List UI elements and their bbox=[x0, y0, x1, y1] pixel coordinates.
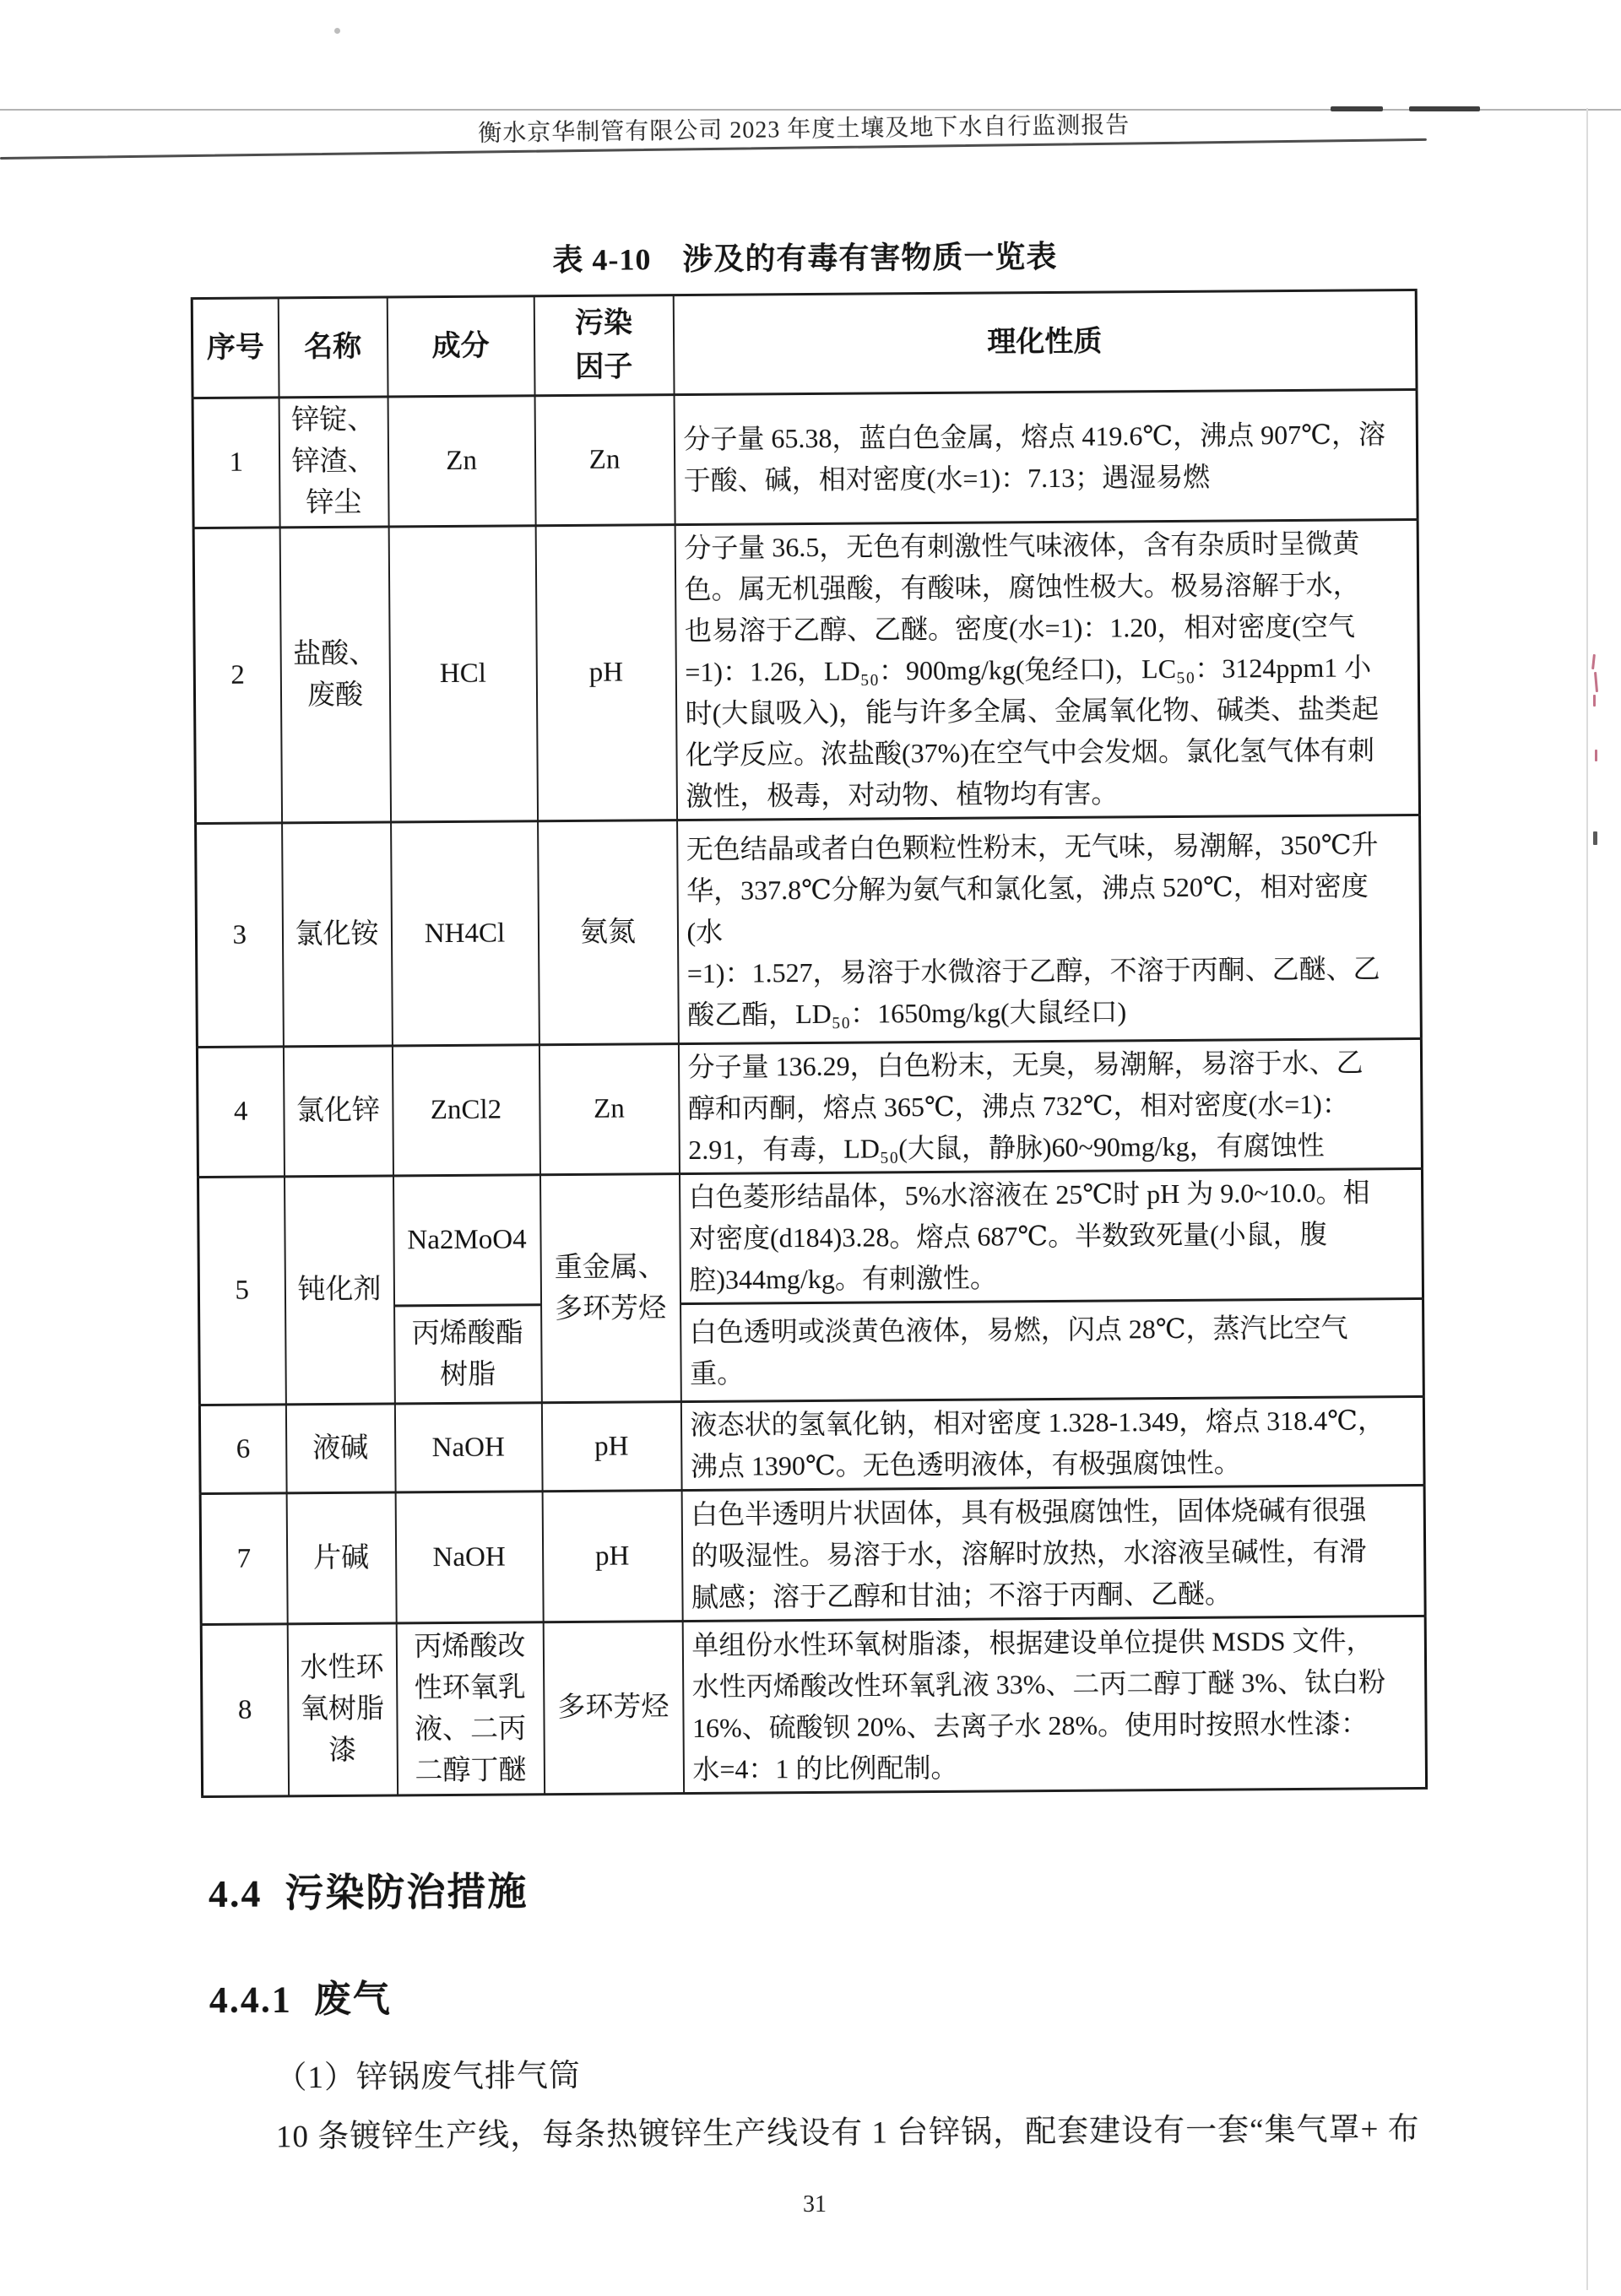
cell-properties: 分子量 136.29，白色粉末，无臭，易潮解，易溶于水、乙 醇和丙酮，熔点 365℃，沸点 732℃，相对密度(水=1)： 2.91，有毒，LD₅₀(大鼠，静脉)60~90mg/kg，有腐蚀性 bbox=[678, 1038, 1422, 1173]
column-header-factor: 污染 因子 bbox=[534, 295, 674, 396]
table-row bbox=[200, 1485, 1425, 1624]
cell-no: 5 bbox=[198, 1177, 285, 1405]
cell-properties: 白色半透明片状固体，具有极强腐蚀性，固体烧碱有很强 的吸湿性。易溶于水，溶解时放热，水溶液呈碱性，有滑 腻感；溶于乙醇和甘油；不溶于丙酮、乙醚。 bbox=[681, 1485, 1425, 1621]
cell-properties: 液态状的氢氧化钠，相对密度 1.328-1.349，熔点 318.4℃， 沸点 1390℃。无色透明液体，有极强腐蚀性。 bbox=[680, 1396, 1424, 1490]
table-row bbox=[196, 815, 1422, 1047]
cell-properties: 分子量 36.5，无色有刺激性气味液体，含有杂质时呈微黄 色。属无机强酸，有酸味，腐蚀性极大。极易溶解于水， 也易溶于乙醇、乙醚。密度(水=1)：1.20，相对密度(空气 =1)：1.26，LD₅₀：900mg/kg(兔经口)，LC₅₀：3124ppm1 小 时(大鼠吸入)，能与许多全属、金属氧化物、碱类、盐类起 化学反应。浓盐酸(37%)在空气中会发烟。氯化氢气体有刺 激性，极毒，对动物、植物均有害。 bbox=[675, 519, 1419, 820]
table-row bbox=[199, 1396, 1424, 1493]
paragraph-zinc-pot-exhaust: （1）锌锅废气排气筒 bbox=[275, 2058, 582, 2096]
column-header-no: 序号 bbox=[192, 298, 279, 398]
cell-component: HCl bbox=[388, 526, 537, 822]
column-header-component: 成分 bbox=[387, 296, 534, 397]
cell-factor: pH bbox=[535, 525, 676, 821]
cell-no: 4 bbox=[197, 1047, 284, 1178]
page-number: 31 bbox=[803, 2191, 827, 2217]
cell-name: 液碱 bbox=[285, 1404, 395, 1493]
cell-properties: 白色透明或淡黄色液体，易燃，闪点 28℃，蒸汽比空气 重。 bbox=[680, 1298, 1424, 1401]
cell-no: 3 bbox=[196, 823, 284, 1048]
cell-no: 7 bbox=[200, 1493, 287, 1625]
cell-factor: pH bbox=[542, 1491, 682, 1622]
table-header-row bbox=[192, 290, 1417, 398]
cell-properties: 无色结晶或者白色颗粒性粉末，无气味，易潮解，350℃升 华，337.8℃分解为氨气和氯化氢，沸点 520℃，相对密度 (水 =1)：1.527，易溶于水微溶于乙醇，不溶于丙酮、乙醚、乙 酸乙酯，LD₅₀：1650mg/kg(大鼠经口) bbox=[677, 815, 1422, 1043]
cell-name: 氯化锌 bbox=[283, 1046, 393, 1177]
cell-no: 1 bbox=[192, 398, 279, 528]
cell-component: Zn bbox=[388, 396, 535, 527]
paragraph-production-lines: 10 条镀锌生产线，每条热镀锌生产线设有 1 台锌锅，配套建设有一套“集气罩+ 布 bbox=[275, 2111, 1420, 2155]
running-header: 衡水京华制管有限公司 2023 年度土壤及地下水自行监测报告 bbox=[478, 111, 1130, 148]
cell-component: 丙烯酸改 性环氧乳 液、二丙 二醇丁醚 bbox=[396, 1622, 544, 1795]
table-title: 表 4-10 涉及的有毒有害物质一览表 bbox=[552, 239, 1058, 278]
cell-component: Na2MoO4 bbox=[393, 1175, 540, 1306]
section-heading-4-4-1: 4.4.1 废气 bbox=[209, 1978, 392, 2021]
cell-name: 水性环 氧树脂 漆 bbox=[287, 1623, 397, 1796]
table-row bbox=[201, 1616, 1426, 1796]
cell-factor: Zn bbox=[534, 395, 675, 526]
cell-factor: 多环芳烃 bbox=[543, 1622, 683, 1795]
cell-properties: 单组份水性环氧树脂漆，根据建设单位提供 MSDS 文件， 水性丙烯酸改性环氧乳液 33%、二丙二醇丁醚 3%、钛白粉 16%、硫酸钡 20%、去离子水 28%。使用时按照水性漆： 水=4：1 的比例配制。 bbox=[682, 1616, 1426, 1793]
toxic-substances-table bbox=[191, 289, 1428, 1798]
cell-properties: 分子量 65.38，蓝白色金属，熔点 419.6℃，沸点 907℃，溶 于酸、碱，相对密度(水=1)：7.13；遇湿易燃 bbox=[674, 389, 1418, 524]
cell-component: 丙烯酸酯 树脂 bbox=[394, 1305, 542, 1404]
cell-component: NH4Cl bbox=[391, 821, 539, 1046]
cell-component: NaOH bbox=[394, 1403, 542, 1492]
table-row bbox=[197, 1038, 1422, 1177]
cell-name: 片碱 bbox=[286, 1492, 396, 1624]
cell-factor: 重金属、 多环芳烃 bbox=[539, 1174, 680, 1403]
table-row bbox=[198, 1168, 1423, 1307]
cell-component: ZnCl2 bbox=[392, 1045, 539, 1176]
cell-component: NaOH bbox=[395, 1492, 543, 1623]
cell-name: 氯化铵 bbox=[282, 822, 393, 1047]
table-row bbox=[193, 519, 1419, 823]
section-heading-4-4: 4.4 污染防治措施 bbox=[208, 1870, 529, 1916]
cell-name: 盐酸、 废酸 bbox=[279, 527, 390, 823]
cell-factor: 氨氮 bbox=[538, 820, 679, 1045]
column-header-name: 名称 bbox=[278, 297, 388, 398]
cell-no: 8 bbox=[201, 1624, 288, 1797]
table-row bbox=[192, 389, 1418, 528]
cell-properties: 白色菱形结晶体，5%水溶液在 25℃时 pH 为 9.0~10.0。相 对密度(d184)3.28。熔点 687℃。半数致死量(小鼠，腹 腔)344mg/kg。有刺激性。 bbox=[679, 1168, 1423, 1303]
cell-no: 2 bbox=[193, 528, 281, 824]
cell-no: 6 bbox=[199, 1405, 286, 1494]
column-header-properties: 理化性质 bbox=[673, 290, 1417, 394]
cell-factor: pH bbox=[541, 1402, 681, 1492]
cell-name: 钝化剂 bbox=[284, 1176, 394, 1405]
cell-name: 锌锭、 锌渣、 锌尘 bbox=[279, 397, 388, 528]
cell-factor: Zn bbox=[539, 1044, 679, 1175]
